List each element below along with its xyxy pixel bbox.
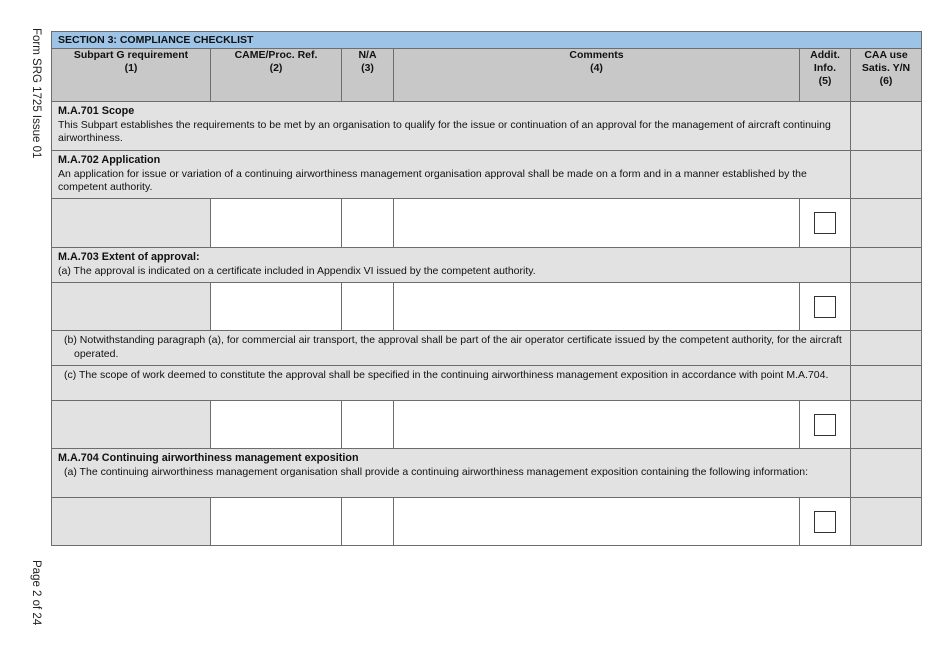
requirement-row-ma703-c <box>52 366 922 401</box>
entry-row-ma703-a <box>52 283 922 331</box>
addit-info-checkbox[interactable] <box>814 414 836 436</box>
col-header-came-ref: CAME/Proc. Ref. (2) <box>211 49 342 102</box>
addit-info-cell <box>800 401 851 449</box>
requirement-spacer <box>52 199 211 248</box>
caa-use-cell[interactable] <box>851 331 922 366</box>
requirement-text-ma703-b <box>52 331 851 366</box>
requirement-spacer <box>52 498 211 546</box>
col-header-na: N/A (3) <box>342 49 394 102</box>
caa-use-cell[interactable] <box>851 401 922 449</box>
requirement-title: M.A.702 Application <box>58 154 161 166</box>
requirement-spacer <box>52 401 211 449</box>
comments-input[interactable] <box>394 199 800 248</box>
caa-use-cell[interactable] <box>851 366 922 401</box>
requirement-body: (c) The scope of work deemed to constitute the approval shall be specified in the continuing airworthiness management exposition in accordance with point M.A.704. <box>64 369 829 381</box>
comments-input[interactable] <box>394 498 800 546</box>
col-header-requirement: Subpart G requirement (1) <box>52 49 211 102</box>
caa-use-cell[interactable] <box>851 283 922 331</box>
page-number: Page 2 of 24 <box>30 560 42 626</box>
requirement-body: (b) Notwithstanding paragraph (a), for commercial air transport, the approval shall be part of the air operator certificate issued by the competent authority, for the aircraft operated. <box>64 334 842 360</box>
requirement-body: (a) The approval is indicated on a certificate included in Appendix VI issued by the competent authority. <box>58 264 536 277</box>
came-ref-input[interactable] <box>211 199 342 248</box>
requirement-row-ma704 <box>52 449 922 498</box>
requirement-title: M.A.703 Extent of approval: <box>58 251 200 263</box>
requirement-title: M.A.701 Scope <box>58 105 135 117</box>
entry-row-ma703-c <box>52 401 922 449</box>
requirement-text-ma702 <box>52 151 851 199</box>
requirement-title: M.A.704 Continuing airworthiness management exposition <box>58 452 359 464</box>
requirement-body: (a) The continuing airworthiness management organisation shall provide a continuing airworthiness management exposition containing the following information: <box>64 465 808 478</box>
addit-info-checkbox[interactable] <box>814 296 836 318</box>
col-header-addit-info: Addit. Info. (5) <box>800 49 851 102</box>
requirement-text-ma701 <box>52 102 851 151</box>
caa-use-cell[interactable] <box>851 449 922 498</box>
addit-info-cell <box>800 283 851 331</box>
requirement-text-ma703 <box>52 248 851 283</box>
entry-row-ma704 <box>52 498 922 546</box>
addit-info-cell <box>800 199 851 248</box>
came-ref-input[interactable] <box>211 283 342 331</box>
requirement-row-ma701 <box>52 102 922 151</box>
caa-use-cell[interactable] <box>851 199 922 248</box>
came-ref-input[interactable] <box>211 401 342 449</box>
addit-info-checkbox[interactable] <box>814 212 836 234</box>
entry-row-ma702 <box>52 199 922 248</box>
header-row <box>52 49 922 102</box>
section-title: SECTION 3: COMPLIANCE CHECKLIST <box>52 32 922 49</box>
requirement-body: This Subpart establishes the requirements to be met by an organisation to qualify for the issue or continuation of an approval for the management of aircraft continuing airworthiness. <box>58 118 831 144</box>
caa-use-cell[interactable] <box>851 151 922 199</box>
col-header-caa-use: CAA use Satis. Y/N (6) <box>851 49 922 102</box>
na-input[interactable] <box>342 199 394 248</box>
requirement-row-ma703 <box>52 248 922 283</box>
addit-info-checkbox[interactable] <box>814 511 836 533</box>
comments-input[interactable] <box>394 283 800 331</box>
requirement-text-ma703-c <box>52 366 851 401</box>
addit-info-cell <box>800 498 851 546</box>
form-reference: Form SRG 1725 Issue 01 <box>30 28 42 159</box>
caa-use-cell[interactable] <box>851 102 922 151</box>
na-input[interactable] <box>342 283 394 331</box>
compliance-checklist-table <box>51 31 922 546</box>
caa-use-cell[interactable] <box>851 498 922 546</box>
requirement-row-ma703-b <box>52 331 922 366</box>
requirement-body: An application for issue or variation of a continuing airworthiness management organisation approval shall be made on a form and in a manner established by the competent authority. <box>58 167 807 193</box>
caa-use-cell[interactable] <box>851 248 922 283</box>
na-input[interactable] <box>342 498 394 546</box>
came-ref-input[interactable] <box>211 498 342 546</box>
col-header-comments: Comments (4) <box>394 49 800 102</box>
na-input[interactable] <box>342 401 394 449</box>
requirement-row-ma702 <box>52 151 922 199</box>
requirement-spacer <box>52 283 211 331</box>
requirement-text-ma704 <box>52 449 851 498</box>
comments-input[interactable] <box>394 401 800 449</box>
